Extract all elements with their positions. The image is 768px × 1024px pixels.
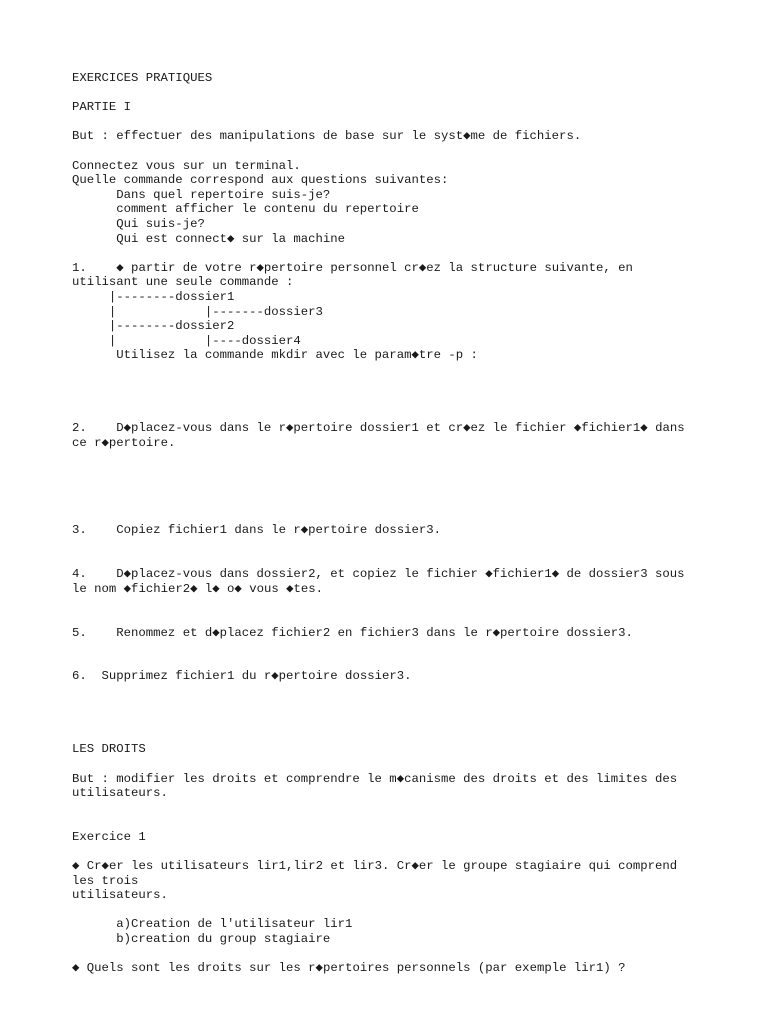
- text-line: [72, 655, 732, 670]
- text-line: But : modifier les droits et comprendre le m◆canisme des droits et des limites des: [72, 771, 678, 786]
- text-line: [72, 801, 732, 816]
- text-line: |--------dossier1: [72, 289, 235, 304]
- text-line: [72, 407, 732, 422]
- text-line: [72, 494, 732, 509]
- text-line: [72, 757, 732, 772]
- text-line: [72, 815, 732, 830]
- text-line: comment afficher le contenu du repertoire: [72, 202, 419, 217]
- text-line: Utilisez la commande mkdir avec le param◆tre -p :: [72, 348, 478, 363]
- text-line: [72, 684, 732, 699]
- text-line: [72, 713, 732, 728]
- text-line: Qui suis-je?: [72, 216, 205, 231]
- text-line: [72, 596, 732, 611]
- text-line: EXERCICES PRATIQUES: [72, 71, 213, 85]
- text-line: [72, 480, 732, 495]
- text-line: LES DROITS: [72, 742, 146, 757]
- text-line: [72, 392, 732, 407]
- text-line: PARTIE I: [72, 100, 132, 115]
- text-line: [72, 115, 732, 130]
- text-line: [72, 538, 732, 553]
- text-line: | |-------dossier3: [72, 304, 323, 319]
- text-line: ce r◆pertoire.: [72, 435, 176, 450]
- text-line: [72, 246, 732, 261]
- text-line: 1. ◆ partir de votre r◆pertoire personnel cr◆ez la structure suivante, en: [72, 260, 633, 275]
- text-line: [72, 363, 732, 378]
- text-line: b)creation du group stagiaire: [72, 932, 331, 947]
- text-line: le nom ◆fichier2◆ l◆ o◆ vous ◆tes.: [72, 581, 324, 596]
- text-line: [72, 377, 732, 392]
- text-line: 2. D◆placez-vous dans le r◆pertoire dossier1 et cr◆ez le fichier ◆fichier1◆ dans: [72, 421, 685, 436]
- text-line: Dans quel repertoire suis-je?: [72, 187, 331, 202]
- text-line: [72, 144, 732, 159]
- text-line: utilisateurs.: [72, 786, 168, 801]
- text-line: | |----dossier4: [72, 333, 301, 348]
- text-line: utilisateurs.: [72, 888, 168, 903]
- text-line: [72, 844, 732, 859]
- text-line: [72, 699, 732, 714]
- text-line: [72, 640, 732, 655]
- text-line: [72, 509, 732, 524]
- text-line: [72, 465, 732, 480]
- text-line: [72, 450, 732, 465]
- text-line: [72, 728, 732, 743]
- text-line: [72, 947, 732, 962]
- text-line: Qui est connect◆ sur la machine: [72, 231, 346, 246]
- text-line: les trois: [72, 873, 139, 888]
- text-line: [72, 903, 732, 918]
- text-line: Exercice 1: [72, 829, 146, 844]
- text-line: utilisant une seule commande :: [72, 275, 294, 290]
- text-line: But : effectuer des manipulations de base sur le syst◆me de fichiers.: [72, 129, 582, 144]
- text-line: |--------dossier2: [72, 319, 235, 334]
- text-line: Quelle commande correspond aux questions suivantes:: [72, 173, 449, 188]
- text-line: 3. Copiez fichier1 dans le r◆pertoire dossier3.: [72, 523, 441, 538]
- text-line: 5. Renommez et d◆placez fichier2 en fichier3 dans le r◆pertoire dossier3.: [72, 625, 633, 640]
- text-line: ◆ Quels sont les droits sur les r◆pertoires personnels (par exemple lir1) ?: [72, 961, 626, 976]
- text-line: [72, 611, 732, 626]
- text-line: a)Creation de l'utilisateur lir1: [72, 917, 353, 932]
- text-line: Connectez vous sur un terminal.: [72, 158, 301, 173]
- text-line: [72, 86, 732, 101]
- text-line: 6. Supprimez fichier1 du r◆pertoire dossier3.: [72, 669, 412, 684]
- text-line: ◆ Cr◆er les utilisateurs lir1,lir2 et lir3. Cr◆er le groupe stagiaire qui comprend: [72, 859, 678, 874]
- text-line: [72, 553, 732, 568]
- document-body: [72, 71, 732, 976]
- text-line: 4. D◆placez-vous dans dossier2, et copiez le fichier ◆fichier1◆ de dossier3 sous: [72, 567, 685, 582]
